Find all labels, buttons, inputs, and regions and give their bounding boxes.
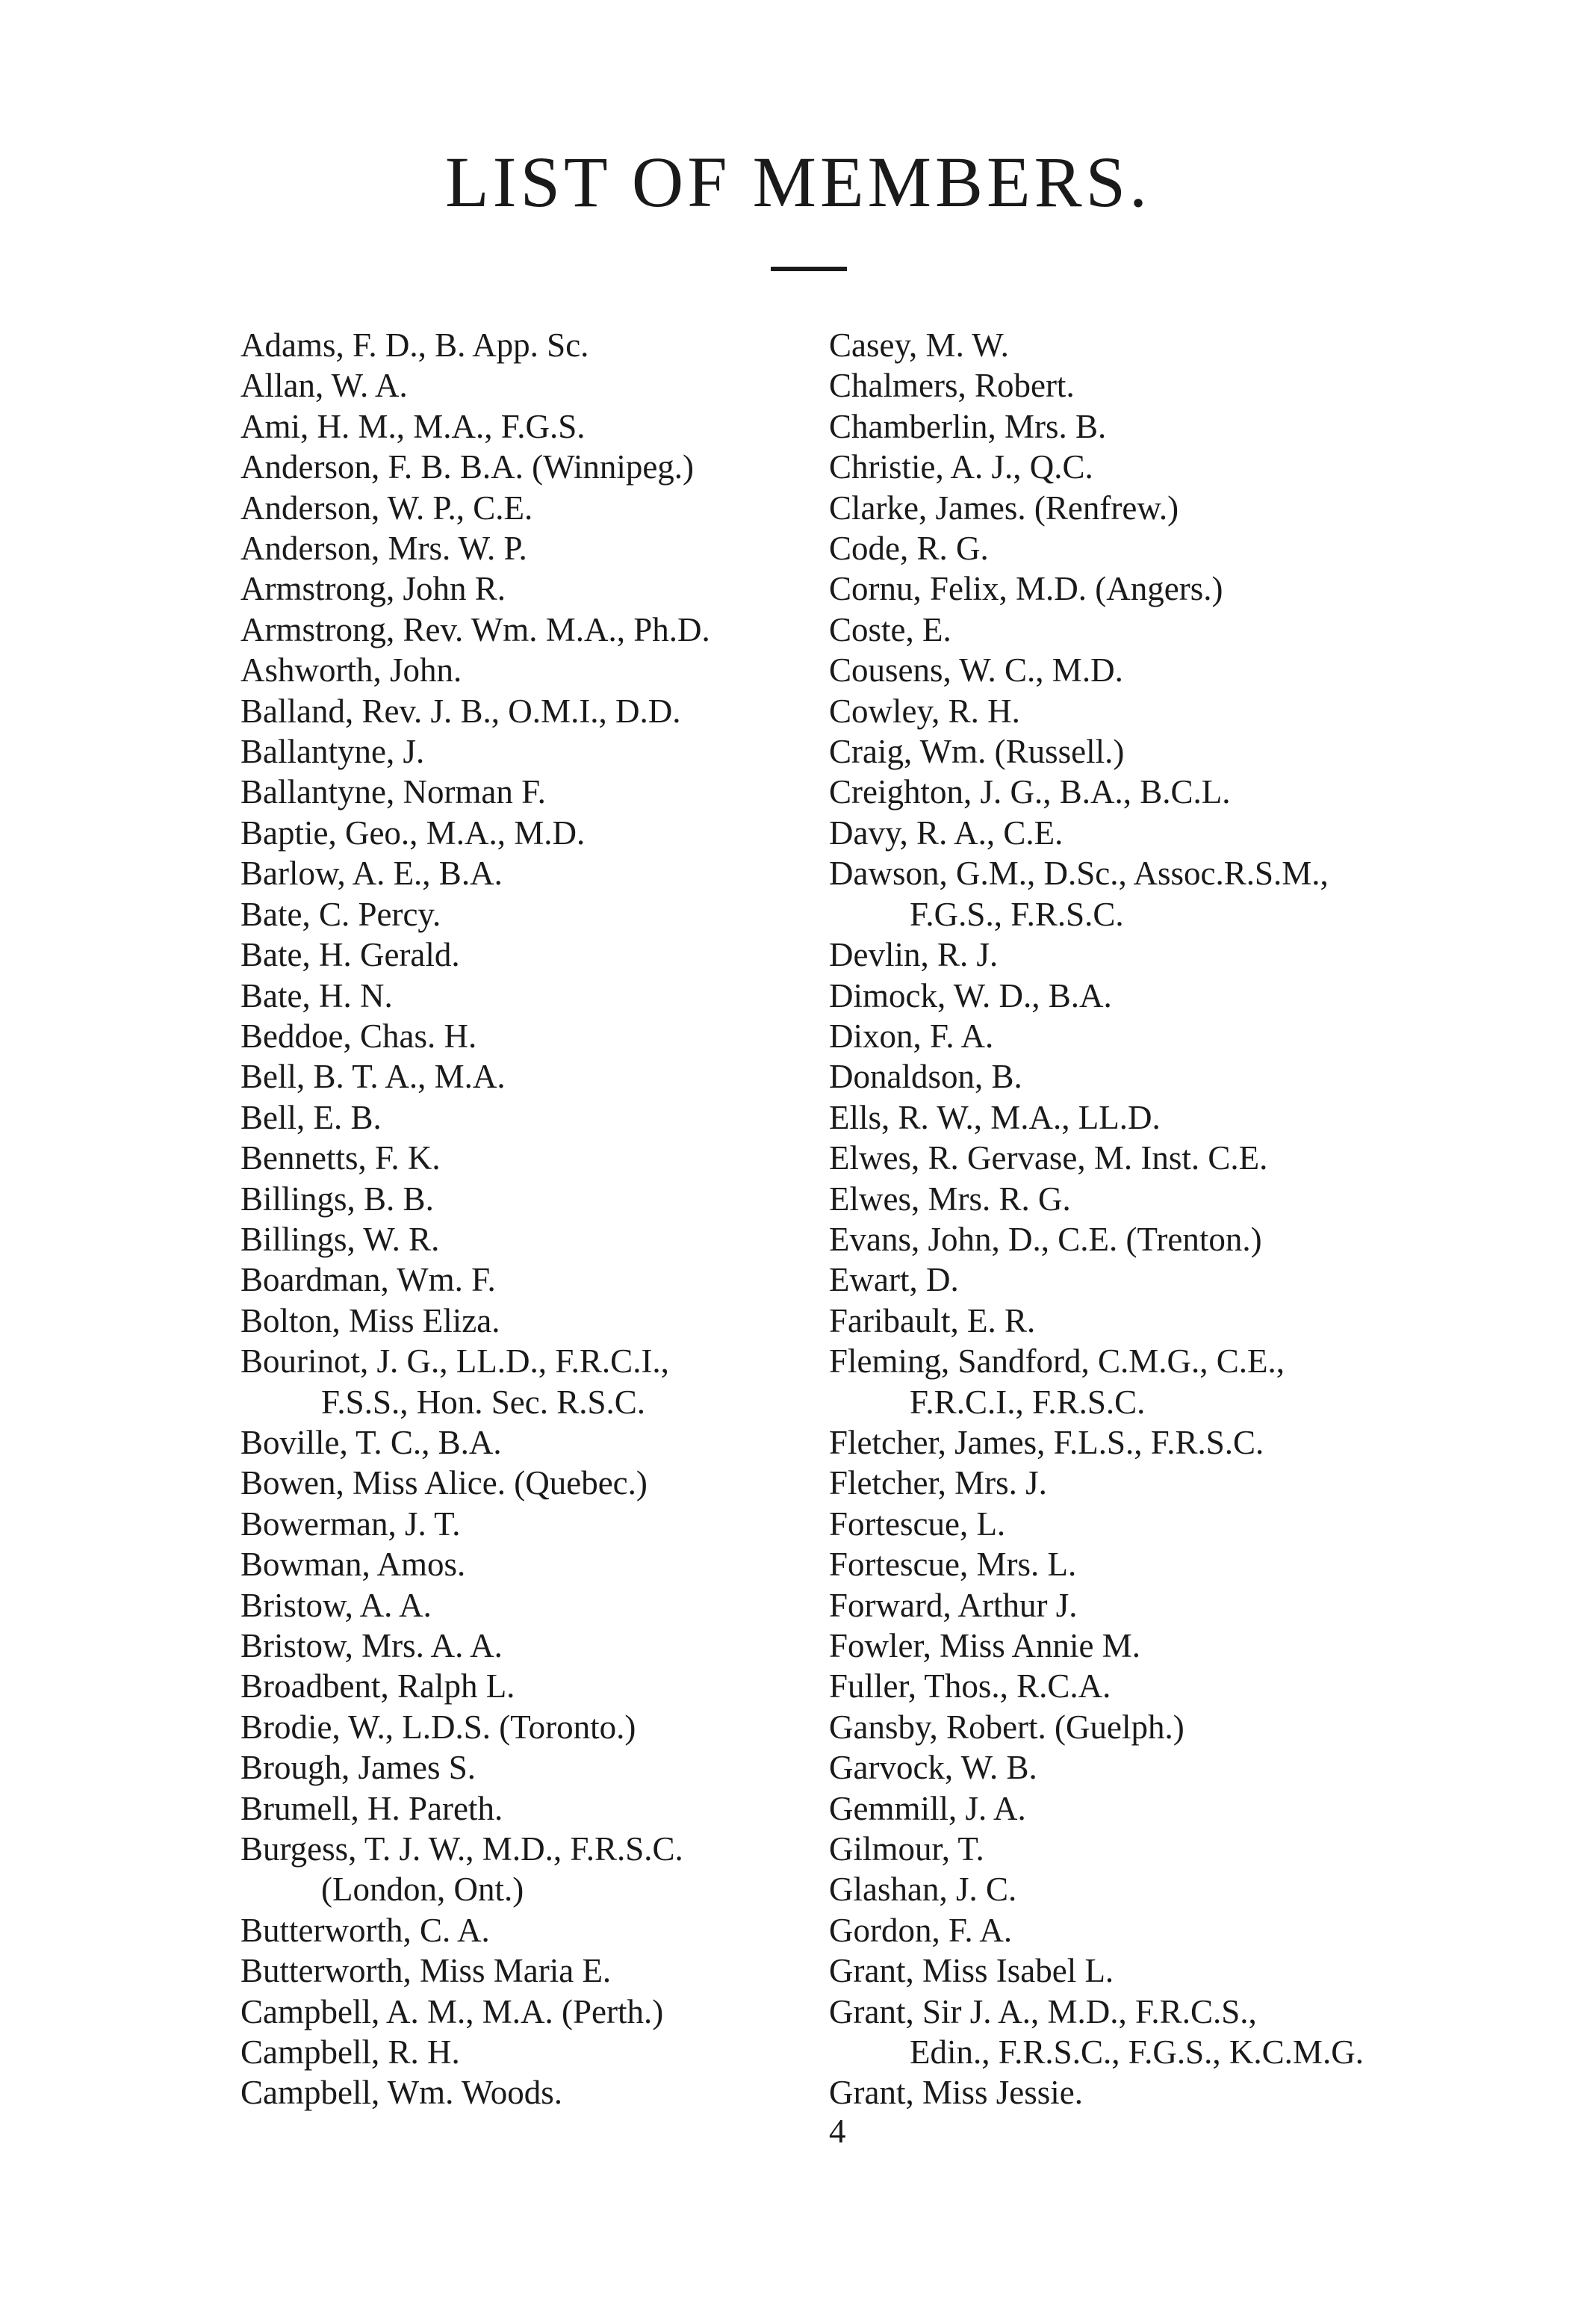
member-entry <box>829 1056 1501 1097</box>
member-name: Bourinot, J. G., LL.D., F.R.C.I., <box>240 1342 669 1381</box>
member-entry <box>240 406 816 447</box>
member-name: Anderson, F. B. B.A. (Winnipeg.) <box>240 448 695 486</box>
member-entry <box>829 610 1501 650</box>
member-entry <box>829 772 1501 812</box>
member-entry <box>240 1463 816 1503</box>
member-name: Fortescue, L. <box>829 1505 1006 1543</box>
member-entry <box>240 1097 816 1138</box>
member-name: Davy, R. A., C.E. <box>829 814 1064 852</box>
member-name: Coste, E. <box>829 610 951 648</box>
member-name: Ballantyne, Norman F. <box>240 773 546 811</box>
member-entry <box>829 1910 1501 1950</box>
member-name: Butterworth, Miss Maria E. <box>240 1952 612 1990</box>
member-name: Cornu, Felix, M.D. (Angers.) <box>829 570 1223 608</box>
member-entry <box>829 1585 1501 1626</box>
member-name: Ashworth, John. <box>240 651 462 690</box>
title-rule <box>771 267 847 271</box>
member-name: Ewart, D. <box>829 1261 959 1299</box>
page-title: LIST OF MEMBERS. <box>444 142 1152 222</box>
member-name: Fortescue, Mrs. L. <box>829 1546 1077 1584</box>
member-name: Boardman, Wm. F. <box>240 1261 496 1299</box>
member-name: Bate, H. Gerald. <box>240 936 460 974</box>
member-entry <box>240 1016 816 1056</box>
member-name: Boville, T. C., B.A. <box>240 1423 502 1461</box>
member-name: Broadbent, Ralph L. <box>240 1667 515 1705</box>
member-entry <box>829 1788 1501 1829</box>
member-entry <box>240 976 816 1016</box>
member-entry <box>829 1666 1501 1706</box>
member-name: Ballantyne, J. <box>240 733 425 771</box>
member-entry <box>829 1422 1501 1463</box>
member-entry <box>240 853 816 893</box>
member-entry <box>240 1950 816 1991</box>
member-name: Cousens, W. C., M.D. <box>829 651 1123 690</box>
member-entry <box>240 1992 816 2032</box>
member-entry <box>240 1747 816 1788</box>
member-name: Billings, W. R. <box>240 1220 440 1258</box>
member-entry <box>240 1707 816 1747</box>
member-name: Devlin, R. J. <box>829 936 999 974</box>
member-name: Bennetts, F. K. <box>240 1139 441 1177</box>
member-name: Armstrong, John R. <box>240 570 506 608</box>
member-entry <box>829 1544 1501 1584</box>
member-entry <box>829 1097 1501 1138</box>
member-entry <box>240 1219 816 1259</box>
member-name: Fuller, Thos., R.C.A. <box>829 1667 1111 1705</box>
member-name: Campbell, R. H. <box>240 2033 460 2072</box>
member-entry <box>240 2072 816 2113</box>
member-name: Barlow, A. E., B.A. <box>240 855 503 893</box>
member-entry <box>829 1463 1501 1503</box>
member-name: Gordon, F. A. <box>829 1911 1013 1949</box>
member-entry <box>829 1707 1501 1747</box>
member-name: Dawson, G.M., D.Sc., Assoc.R.S.M., <box>829 855 1329 893</box>
member-entry <box>240 1301 816 1341</box>
member-name: Baptie, Geo., M.A., M.D. <box>240 814 586 852</box>
member-name: Bate, H. N. <box>240 976 393 1014</box>
member-name: Adams, F. D., B. App. Sc. <box>240 326 589 364</box>
member-entry <box>829 1747 1501 1788</box>
member-name: Code, R. G. <box>829 530 989 568</box>
member-name: Grant, Miss Jessie. <box>829 2074 1083 2112</box>
member-entry <box>240 1788 816 1829</box>
member-entry <box>240 1666 816 1706</box>
member-name: Ells, R. W., M.A., LL.D. <box>829 1098 1161 1136</box>
member-name: Elwes, R. Gervase, M. Inst. C.E. <box>829 1139 1268 1177</box>
member-entry <box>829 691 1501 731</box>
member-entry <box>829 325 1501 365</box>
member-entry <box>829 1992 1501 2073</box>
member-name: Beddoe, Chas. H. <box>240 1017 477 1055</box>
member-name: Fowler, Miss Annie M. <box>829 1627 1140 1664</box>
member-entry <box>240 894 816 935</box>
member-entry <box>829 1626 1501 1666</box>
member-name: Allan, W. A. <box>240 367 408 405</box>
member-name: Evans, John, D., C.E. (Trenton.) <box>829 1220 1262 1258</box>
member-name: Fletcher, James, F.L.S., F.R.S.C. <box>829 1423 1264 1461</box>
member-entry <box>240 610 816 650</box>
member-name: Bristow, A. A. <box>240 1586 432 1624</box>
member-entry <box>829 2072 1501 2113</box>
member-name-continuation: F.R.C.I., F.R.S.C. <box>910 1383 1146 1421</box>
member-name-continuation: F.S.S., Hon. Sec. R.S.C. <box>321 1383 646 1421</box>
member-entry <box>240 1626 816 1666</box>
member-name: Fleming, Sandford, C.M.G., C.E., <box>829 1342 1285 1381</box>
member-name: Casey, M. W. <box>829 326 1009 364</box>
member-name-continuation: Edin., F.R.S.C., F.G.S., K.C.M.G. <box>910 2033 1364 2072</box>
member-name: Anderson, Mrs. W. P. <box>240 530 527 568</box>
member-entry <box>829 1504 1501 1544</box>
member-entry <box>829 1219 1501 1259</box>
member-name: Dixon, F. A. <box>829 1017 994 1055</box>
member-name: Anderson, W. P., C.E. <box>240 489 533 527</box>
member-name: Butterworth, C. A. <box>240 1911 490 1949</box>
member-name: Bell, B. T. A., M.A. <box>240 1058 506 1096</box>
member-name: Brough, James S. <box>240 1749 476 1787</box>
member-entry <box>829 447 1501 487</box>
member-entry <box>829 365 1501 406</box>
member-name: Dimock, W. D., B.A. <box>829 976 1112 1014</box>
member-name: Forward, Arthur J. <box>829 1586 1078 1624</box>
member-entry <box>240 568 816 609</box>
member-name: Chalmers, Robert. <box>829 367 1075 405</box>
member-entry <box>829 976 1501 1016</box>
members-column-left <box>240 325 816 2113</box>
member-entry <box>240 813 816 853</box>
member-entry <box>829 1869 1501 1909</box>
member-name: Bell, E. B. <box>240 1098 382 1136</box>
page-number: 4 <box>829 2113 846 2150</box>
member-entry <box>829 568 1501 609</box>
member-name: Gilmour, T. <box>829 1830 984 1868</box>
member-entry <box>240 1138 816 1178</box>
member-entry <box>240 1056 816 1097</box>
member-entry <box>240 528 816 568</box>
member-entry <box>240 325 816 365</box>
member-entry <box>240 1829 816 1910</box>
member-entry <box>829 1138 1501 1178</box>
member-name: Campbell, Wm. Woods. <box>240 2074 562 2112</box>
member-entry <box>829 406 1501 447</box>
member-entry <box>240 1179 816 1219</box>
member-entry <box>829 853 1501 935</box>
member-entry <box>240 1910 816 1950</box>
member-name: Creighton, J. G., B.A., B.C.L. <box>829 773 1231 811</box>
member-entry <box>829 1259 1501 1300</box>
member-entry <box>829 488 1501 528</box>
member-name: Faribault, E. R. <box>829 1301 1036 1339</box>
member-name: Burgess, T. J. W., M.D., F.R.S.C. <box>240 1830 683 1868</box>
member-entry <box>240 447 816 487</box>
member-entry <box>240 1544 816 1584</box>
member-name: Cowley, R. H. <box>829 692 1020 730</box>
member-entry <box>829 1829 1501 1869</box>
member-entry <box>829 528 1501 568</box>
member-name: Balland, Rev. J. B., O.M.I., D.D. <box>240 692 681 730</box>
member-name: Garvock, W. B. <box>829 1749 1037 1787</box>
member-name: Craig, Wm. (Russell.) <box>829 733 1125 771</box>
member-entry <box>829 1016 1501 1056</box>
member-name: Glashan, J. C. <box>829 1871 1017 1909</box>
member-entry <box>240 691 816 731</box>
member-name: Fletcher, Mrs. J. <box>829 1464 1047 1502</box>
member-name: Ami, H. M., M.A., F.G.S. <box>240 407 586 445</box>
member-entry <box>829 731 1501 772</box>
member-entry <box>240 1422 816 1463</box>
member-name: Bate, C. Percy. <box>240 895 441 933</box>
member-entry <box>829 813 1501 853</box>
member-entry <box>240 488 816 528</box>
member-entry <box>240 731 816 772</box>
member-name: Bowman, Amos. <box>240 1546 466 1584</box>
member-name: Campbell, A. M., M.A. (Perth.) <box>240 1992 664 2030</box>
member-name: Armstrong, Rev. Wm. M.A., Ph.D. <box>240 610 710 648</box>
member-entry <box>240 1259 816 1300</box>
member-entry <box>240 772 816 812</box>
member-entry <box>829 1950 1501 1991</box>
member-name: Brodie, W., L.D.S. (Toronto.) <box>240 1708 636 1746</box>
member-name: Donaldson, B. <box>829 1058 1022 1096</box>
member-name: Chamberlin, Mrs. B. <box>829 407 1107 445</box>
member-name: Grant, Sir J. A., M.D., F.R.C.S., <box>829 1992 1257 2030</box>
member-name: Gansby, Robert. (Guelph.) <box>829 1708 1184 1746</box>
member-entry <box>240 650 816 690</box>
member-entry <box>829 935 1501 975</box>
member-name: Grant, Miss Isabel L. <box>829 1952 1114 1990</box>
member-name: Elwes, Mrs. R. G. <box>829 1180 1071 1218</box>
member-name-continuation: (London, Ont.) <box>321 1871 524 1909</box>
member-entry <box>240 1504 816 1544</box>
member-entry <box>829 1341 1501 1422</box>
member-name: Bolton, Miss Eliza. <box>240 1301 500 1339</box>
member-entry <box>240 1341 816 1422</box>
members-column-right <box>829 325 1501 2113</box>
member-name: Billings, B. B. <box>240 1180 434 1218</box>
member-entry <box>829 1179 1501 1219</box>
member-entry <box>829 1301 1501 1341</box>
member-name: Bowen, Miss Alice. (Quebec.) <box>240 1464 648 1502</box>
member-name-continuation: F.G.S., F.R.S.C. <box>910 895 1124 933</box>
member-name: Brumell, H. Pareth. <box>240 1789 503 1827</box>
member-name: Bristow, Mrs. A. A. <box>240 1627 503 1664</box>
member-entry <box>240 1585 816 1626</box>
member-entry <box>240 935 816 975</box>
member-entry <box>240 365 816 406</box>
member-name: Clarke, James. (Renfrew.) <box>829 489 1179 527</box>
member-name: Bowerman, J. T. <box>240 1505 461 1543</box>
member-name: Christie, A. J., Q.C. <box>829 448 1093 486</box>
member-entry <box>829 650 1501 690</box>
member-name: Gemmill, J. A. <box>829 1789 1026 1827</box>
member-entry <box>240 2032 816 2072</box>
